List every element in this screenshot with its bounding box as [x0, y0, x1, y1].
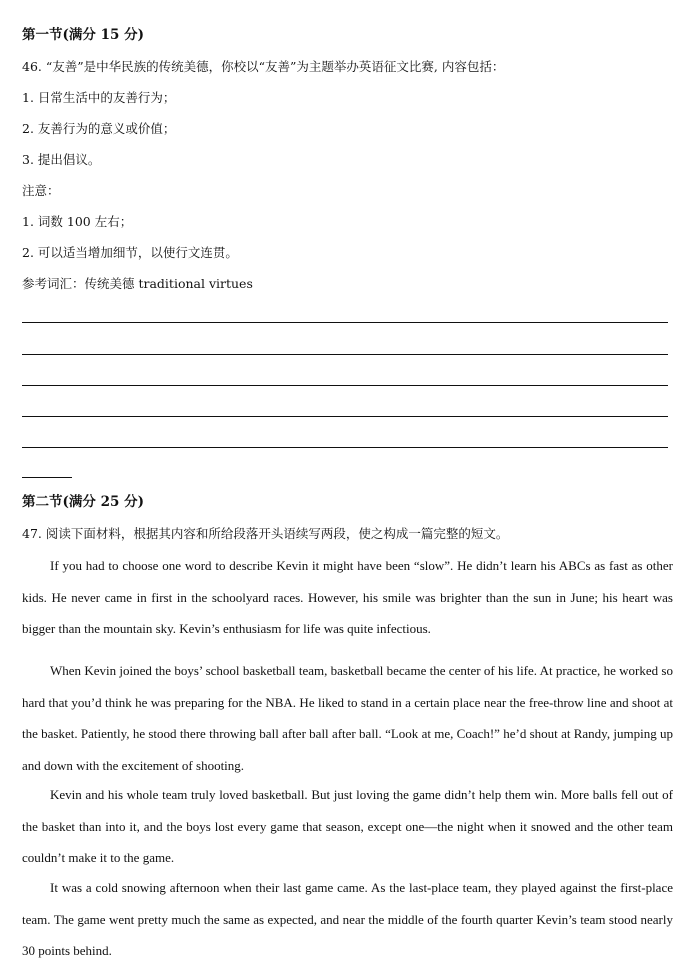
answer-line[interactable] — [22, 385, 668, 386]
answer-line[interactable] — [22, 416, 668, 417]
question-46-prompt: 46. “友善”是中华民族的传统美德，你校以“友善”为主题举办英语征文比赛, 内容包括： — [22, 59, 505, 74]
content-item-3: 3. 提出倡议。 — [22, 152, 101, 167]
section1-heading: 第一节(满分 15 分) — [22, 27, 144, 43]
content-item-1: 1. 日常生活中的友善行为； — [22, 90, 176, 105]
answer-line[interactable] — [22, 322, 668, 323]
note-item-1: 1. 词数 100 左右； — [22, 214, 133, 229]
section2-heading: 第二节(满分 25 分) — [22, 494, 144, 510]
answer-line[interactable] — [22, 447, 668, 448]
question-47-prompt: 47. 阅读下面材料，根据其内容和所给段落开头语续写两段，使之构成一篇完整的短文。 — [22, 526, 509, 541]
reference-vocabulary: 参考词汇：传统美德 traditional virtues — [22, 276, 253, 291]
content-item-2: 2. 友善行为的意义或价值； — [22, 121, 176, 136]
answer-line[interactable] — [22, 354, 668, 355]
passage-paragraph: When Kevin joined the boys’ school basketball team, basketball became the center of his life. At practice, he worked so hard that you’d think he was preparing for the NBA. He liked to stand in a certain place near the free-throw line and shoot at the basket. Patiently, he stood there throwing ball after ball after ball. “Look at me, Coach!” he’d shout at Randy, jumping up and down with the excitement of shooting. — [22, 663, 673, 773]
note-label: 注意： — [22, 183, 60, 198]
passage-paragraph: Kevin and his whole team truly loved basketball. But just loving the game didn’t help them win. More balls fell out of the basket than into it, and the boys lost every game that season, except one—the night when it snowed and the other team couldn’t make it to the game. — [22, 787, 673, 865]
passage-paragraph: If you had to choose one word to describe Kevin it might have been “slow”. He didn’t learn his ABCs as fast as other kids. He never came in first in the schoolyard races. However, his smile was brighter than the sun in June; his heart was bigger than the mountain sky. Kevin’s enthusiasm for life was quite infectious. — [22, 558, 673, 636]
note-item-2: 2. 可以适当增加细节，以使行文连贯。 — [22, 245, 238, 260]
passage-paragraph: It was a cold snowing afternoon when their last game came. As the last-place team, they played against the first-place team. The game went pretty much the same as expected, and near the middle of the fourth quarter Kevin’s team stood nearly 30 points behind. — [22, 880, 673, 958]
answer-line-end[interactable] — [22, 477, 72, 478]
